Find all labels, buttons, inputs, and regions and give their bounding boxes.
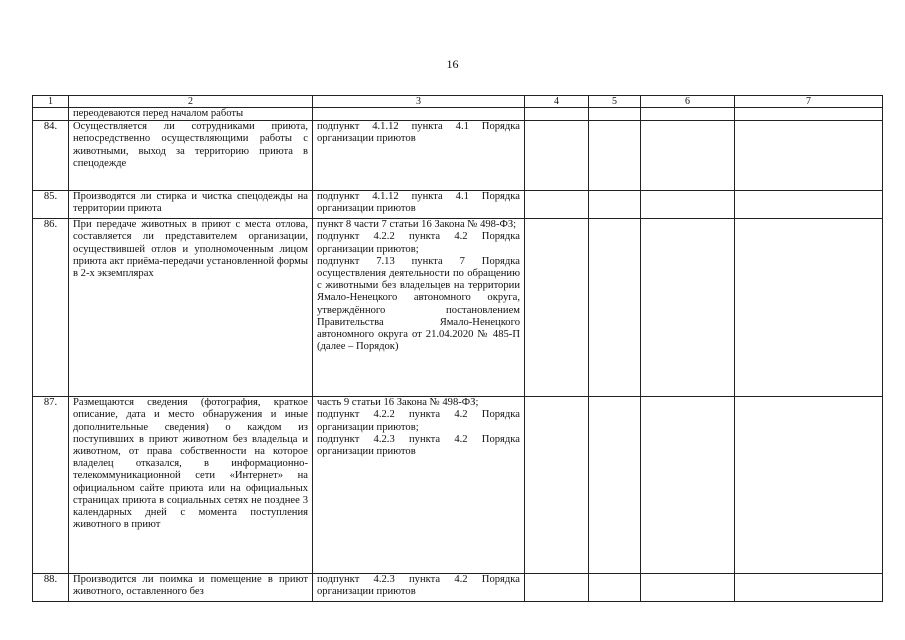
table-row (33, 574, 883, 602)
row-question: Производится ли поимка и помещение в приют животного, оставленного без (69, 574, 313, 602)
row-question: Производятся ли стирка и чистка спецодежды на территории приюта (69, 191, 313, 219)
table-row (33, 219, 883, 397)
column-header: 5 (589, 96, 641, 108)
row-reference: подпункт 4.1.12 пункта 4.1 Порядка организации приютов (313, 191, 525, 219)
row-question: Осуществляется ли сотрудниками приюта, непосредственно осуществляющими работы с животными, выход за территорию приюта в спецодежде (69, 121, 313, 191)
checklist-table (32, 95, 883, 602)
column-header: 6 (641, 96, 735, 108)
column-header: 7 (735, 96, 883, 108)
row-question: Размещаются сведения (фотография, краткое описание, дата и место обнаружения и иные дополнительные сведения) о каждом из поступивших в приют животном без владельца и животном, от права собственности на которое владелец отказался, в информационно-телекоммуникационной сети «Интернет» на официальном сайте приюта или на официальных страницах приюта в социальных сетях не позднее 3 календарных дней с момента поступления животного в приют (69, 397, 313, 574)
row-number (33, 108, 69, 121)
row-reference: подпункт 4.2.3 пункта 4.2 Порядка организации приютов (313, 574, 525, 602)
row-reference: подпункт 4.1.12 пункта 4.1 Порядка организации приютов (313, 121, 525, 191)
row-number: 86. (33, 219, 69, 397)
row-reference: часть 9 статьи 16 Закона № 498-ФЗ; подпункт 4.2.2 пункта 4.2 Порядка организации приютов; подпункт 4.2.3 пункта 4.2 Порядка организации приютов (313, 397, 525, 574)
row-number: 88. (33, 574, 69, 602)
column-header: 4 (525, 96, 589, 108)
row-question: При передаче животных в приют с места отлова, составляется ли представителем организации, осуществившей отлов и уполномоченным лицом приюта акт приёма-передачи установленной формы в 2-х экземплярах (69, 219, 313, 397)
row-question: переодеваются перед началом работы (69, 108, 313, 121)
table-row (33, 121, 883, 191)
table-row (33, 397, 883, 574)
column-header-row (33, 96, 883, 108)
column-header: 2 (69, 96, 313, 108)
column-header: 3 (313, 96, 525, 108)
table-row (33, 191, 883, 219)
row-number: 85. (33, 191, 69, 219)
row-reference: пункт 8 части 7 статьи 16 Закона № 498-ФЗ; подпункт 4.2.2 пункта 4.2 Порядка организации приютов; подпункт 7.13 пункта 7 Порядка осуществления деятельности по обращению с животными без владельцев на территории Ямало-Ненецкого автономного округа, утверждённого постановлением Правительства Ямало-Ненецкого автономного округа от 21.04.2020 № 485-П (далее – Порядок) (313, 219, 525, 397)
row-number: 84. (33, 121, 69, 191)
row-reference (313, 108, 525, 121)
page-number: 16 (446, 57, 459, 71)
table-row (33, 108, 883, 121)
row-number: 87. (33, 397, 69, 574)
column-header: 1 (33, 96, 69, 108)
